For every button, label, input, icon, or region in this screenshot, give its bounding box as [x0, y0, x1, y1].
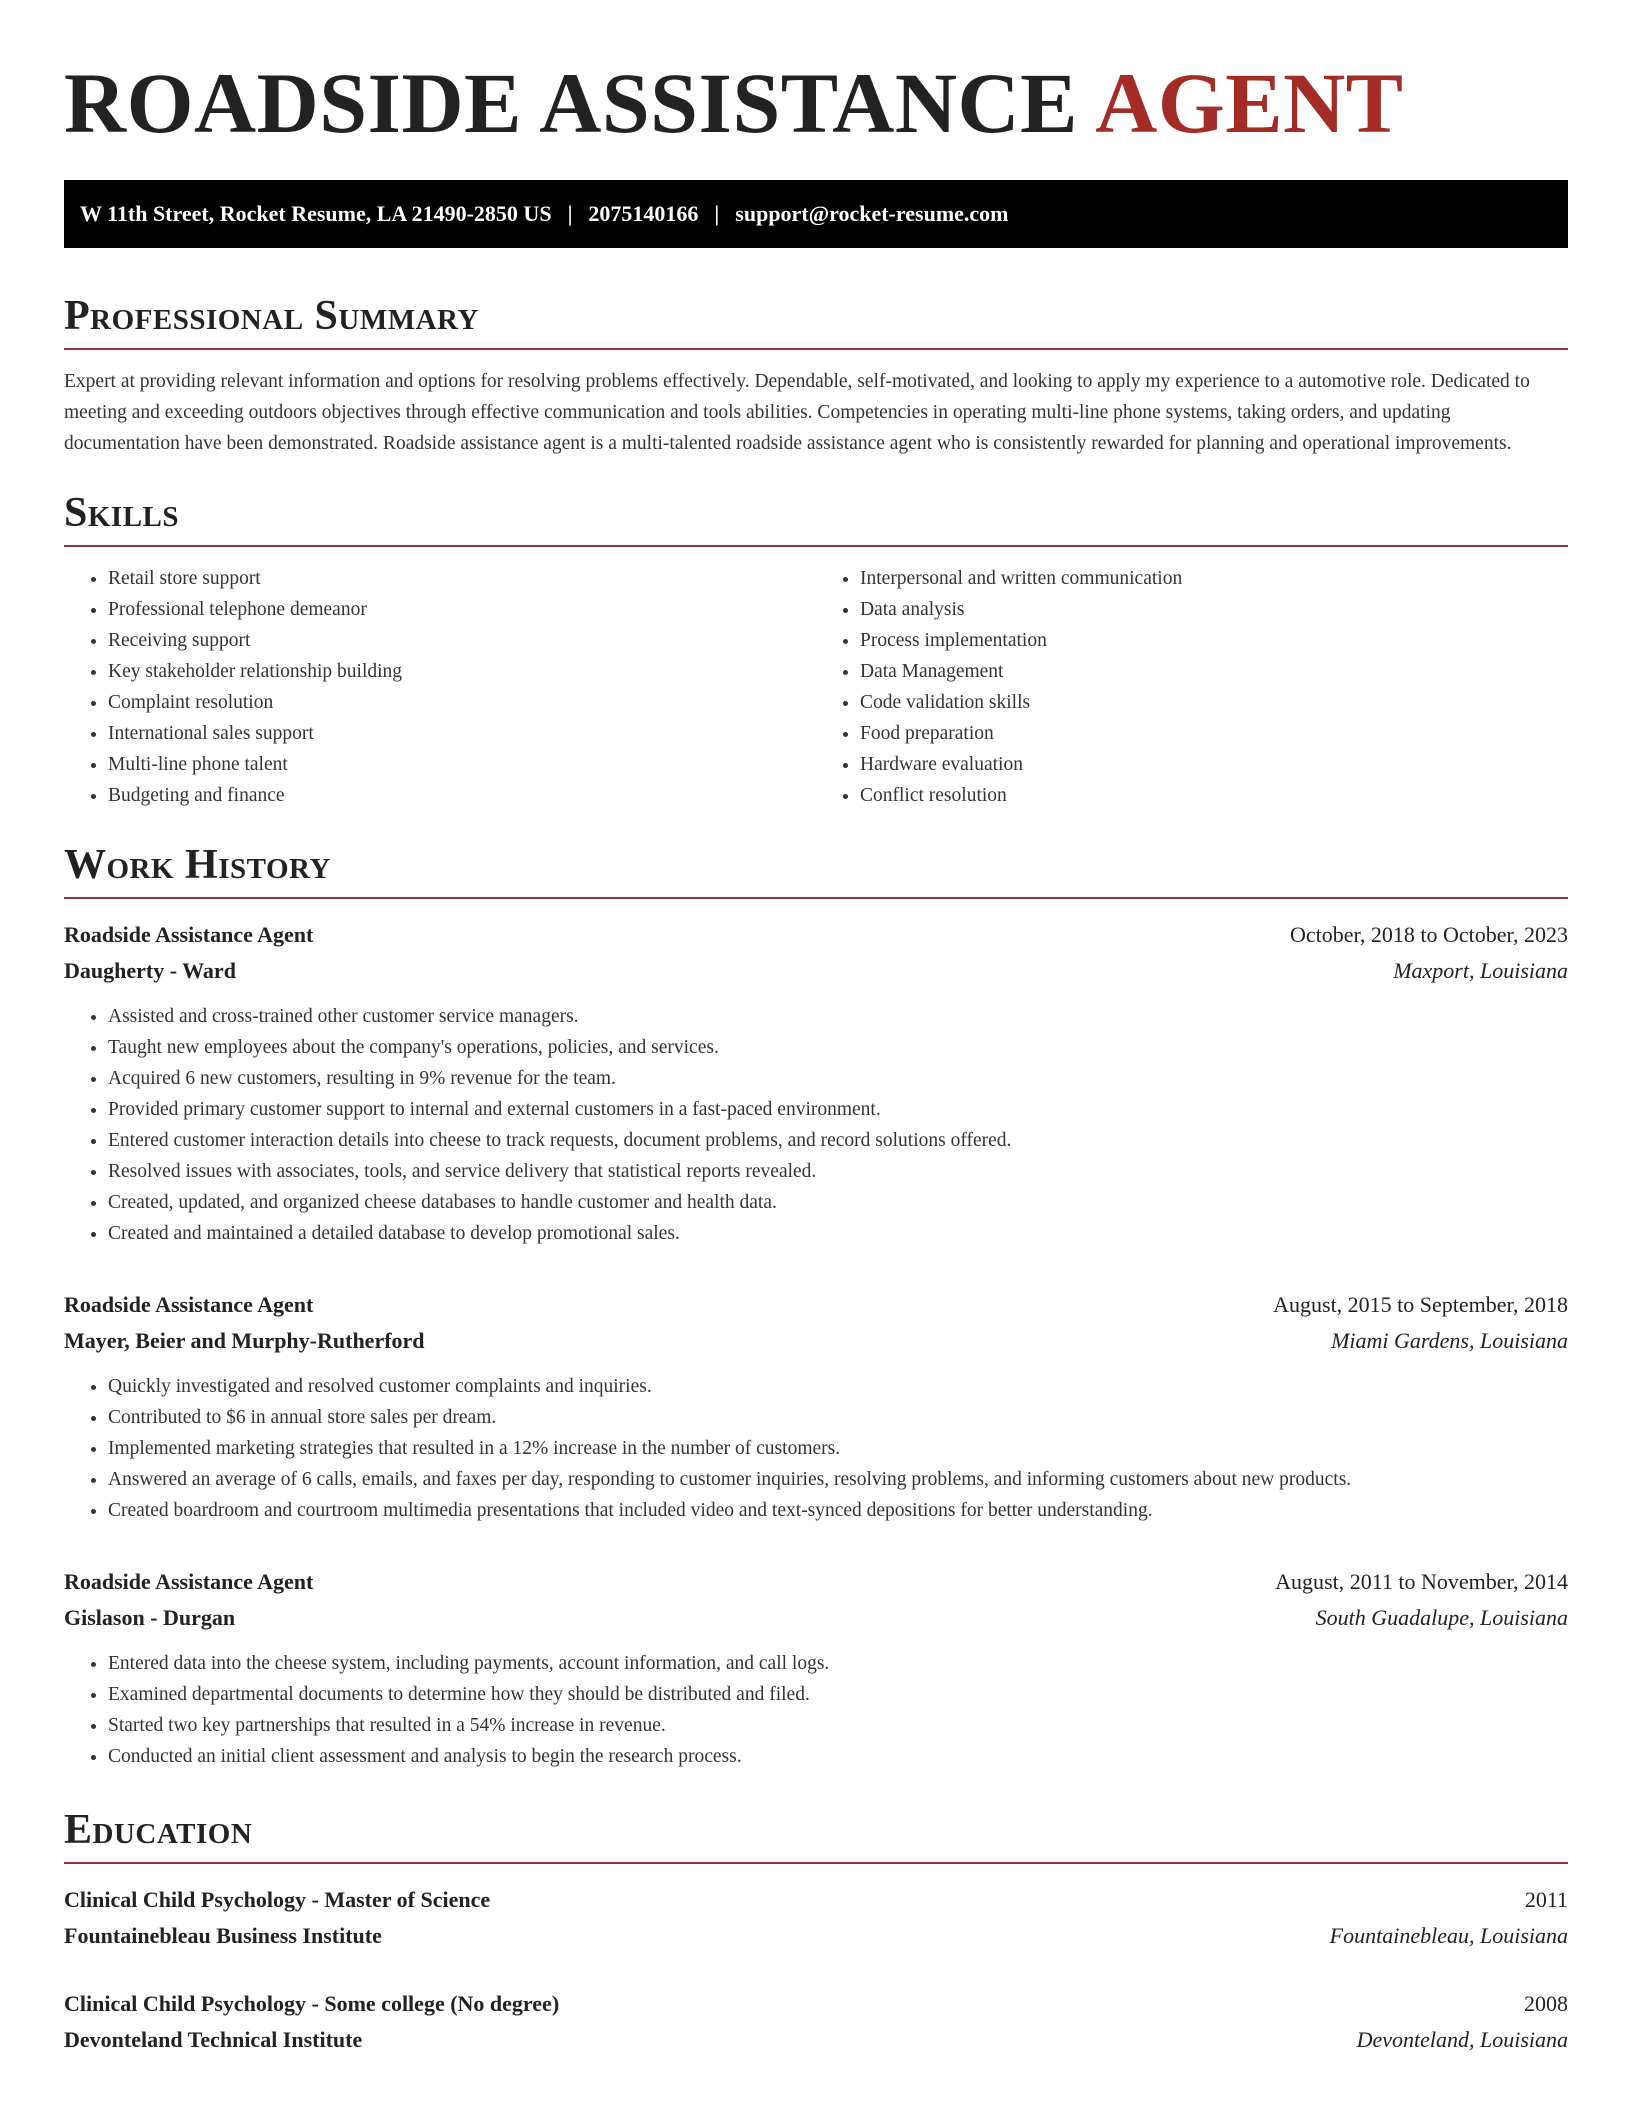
education-school-row [64, 1918, 1568, 1954]
skills-section [64, 489, 1568, 811]
skills-list-left [64, 563, 816, 811]
education-location: Fountainebleau, Louisiana [1329, 1923, 1568, 1948]
contact-bar [64, 180, 1568, 248]
job-header-row [64, 1564, 1568, 1600]
skills-list-right [816, 563, 1568, 811]
job-duty: • Entered customer interaction details into cheese to track requests, document problems, and record solutions offered. [108, 1125, 1568, 1156]
job-location: South Guadalupe, Louisiana [1315, 1605, 1568, 1630]
job-company-row [64, 1600, 1568, 1636]
skill-item: • Complaint resolution [108, 687, 816, 718]
job-duty: • Answered an average of 6 calls, emails, and faxes per day, responding to customer inquiries, resolving problems, and informing customers about new products. [108, 1464, 1568, 1495]
job-location: Maxport, Louisiana [1393, 958, 1568, 983]
work-history-section [64, 841, 1568, 1772]
job-duty: • Created boardroom and courtroom multimedia presentations that included video and text-synced depositions for better understanding. [108, 1495, 1568, 1526]
skill-item: • Budgeting and finance [108, 780, 816, 811]
education-entry [64, 1882, 1568, 1954]
skill-item: • Multi-line phone talent [108, 749, 816, 780]
job-location: Miami Gardens, Louisiana [1331, 1328, 1568, 1353]
contact-email: support@rocket-resume.com [735, 201, 1009, 226]
job-position: Roadside Assistance Agent [64, 922, 314, 947]
work-history-heading: Work History [64, 841, 1568, 899]
job-entry [64, 917, 1568, 1249]
skill-item: • Data analysis [860, 594, 1568, 625]
contact-separator: | [567, 201, 573, 226]
education-location: Devonteland, Louisiana [1356, 2027, 1568, 2052]
job-entry [64, 1564, 1568, 1772]
job-duty: • Provided primary customer support to internal and external customers in a fast-paced environment. [108, 1094, 1568, 1125]
job-duty: • Created and maintained a detailed database to develop promotional sales. [108, 1218, 1568, 1249]
skill-item: • Key stakeholder relationship building [108, 656, 816, 687]
job-duty: • Quickly investigated and resolved customer complaints and inquiries. [108, 1371, 1568, 1402]
job-duty: • Conducted an initial client assessment and analysis to begin the research process. [108, 1741, 1568, 1772]
skill-item: • Data Management [860, 656, 1568, 687]
job-duty: • Assisted and cross-trained other customer service managers. [108, 1001, 1568, 1032]
job-dates: August, 2015 to September, 2018 [1273, 1292, 1568, 1317]
job-position: Roadside Assistance Agent [64, 1292, 314, 1317]
job-header-row [64, 1287, 1568, 1323]
job-company: Gislason - Durgan [64, 1605, 236, 1630]
job-duty: • Taught new employees about the company's operations, policies, and services. [108, 1032, 1568, 1063]
job-duty: • Implemented marketing strategies that resulted in a 12% increase in the number of customers. [108, 1433, 1568, 1464]
education-entry [64, 1986, 1568, 2058]
education-school: Devonteland Technical Institute [64, 2027, 363, 2052]
education-school: Fountainebleau Business Institute [64, 1923, 382, 1948]
skill-item: • Professional telephone demeanor [108, 594, 816, 625]
education-section [64, 1806, 1568, 2058]
summary-text: Expert at providing relevant information and options for resolving problems effectively. Dependable, self-motivated, and looking to apply my experience to a automotive role. Dedicated to meeting and exceeding outdoors objectives through effective communication and tools abilities. Competencies in operating multi-line phone systems, taking orders, and updating documentation have been demonstrated. Roadside assistance agent is a multi-talented roadside assistance agent who is consistently rewarded for planning and operational improvements. [64, 371, 1530, 454]
skills-columns [64, 563, 1568, 811]
education-degree-row [64, 1882, 1568, 1918]
job-company: Daugherty - Ward [64, 958, 236, 983]
education-year: 2011 [1524, 1887, 1568, 1912]
job-duties-list [64, 1371, 1568, 1526]
summary-heading: Professional Summary [64, 292, 1568, 350]
job-duty: • Acquired 6 new customers, resulting in 9% revenue for the team. [108, 1063, 1568, 1094]
job-duty: • Entered data into the cheese system, including payments, account information, and call logs. [108, 1648, 1568, 1679]
job-company-row [64, 1323, 1568, 1359]
education-year: 2008 [1524, 1991, 1568, 2016]
job-duties-list [64, 1001, 1568, 1249]
education-degree: Clinical Child Psychology - Master of Science [64, 1887, 491, 1912]
skill-item: • Interpersonal and written communication [860, 563, 1568, 594]
skill-item: • Food preparation [860, 718, 1568, 749]
job-duty: • Created, updated, and organized cheese databases to handle customer and health data. [108, 1187, 1568, 1218]
contact-separator: | [714, 201, 720, 226]
skill-item: • Retail store support [108, 563, 816, 594]
contact-address: W 11th Street, Rocket Resume, LA 21490-2850 US [80, 201, 552, 226]
job-duty: • Contributed to $6 in annual store sales per dream. [108, 1402, 1568, 1433]
job-dates: October, 2018 to October, 2023 [1289, 922, 1568, 947]
name-accent: AGENT [1095, 55, 1404, 151]
contact-phone: 2075140166 [588, 201, 699, 226]
education-heading: Education [64, 1806, 1568, 1864]
skill-item: • Process implementation [860, 625, 1568, 656]
education-degree-row [64, 1986, 1568, 2022]
skill-item: • Hardware evaluation [860, 749, 1568, 780]
job-position: Roadside Assistance Agent [64, 1569, 314, 1594]
skill-item: • International sales support [108, 718, 816, 749]
job-duties-list [64, 1648, 1568, 1772]
skill-item: • Receiving support [108, 625, 816, 656]
education-school-row [64, 2022, 1568, 2058]
job-entry [64, 1287, 1568, 1526]
job-duty: • Resolved issues with associates, tools, and service delivery that statistical reports revealed. [108, 1156, 1568, 1187]
skill-item: • Conflict resolution [860, 780, 1568, 811]
job-company: Mayer, Beier and Murphy-Rutherford [64, 1328, 425, 1353]
summary-section [64, 292, 1568, 459]
job-duty: • Started two key partnerships that resulted in a 54% increase in revenue. [108, 1710, 1568, 1741]
job-duty: • Examined departmental documents to determine how they should be distributed and filed. [108, 1679, 1568, 1710]
resume-name [64, 56, 1568, 150]
education-degree: Clinical Child Psychology - Some college (No degree) [64, 1991, 560, 2016]
job-dates: August, 2011 to November, 2014 [1275, 1569, 1568, 1594]
job-header-row [64, 917, 1568, 953]
name-main: ROADSIDE ASSISTANCE [64, 55, 1078, 151]
skills-heading: Skills [64, 489, 1568, 547]
job-company-row [64, 953, 1568, 989]
skill-item: • Code validation skills [860, 687, 1568, 718]
